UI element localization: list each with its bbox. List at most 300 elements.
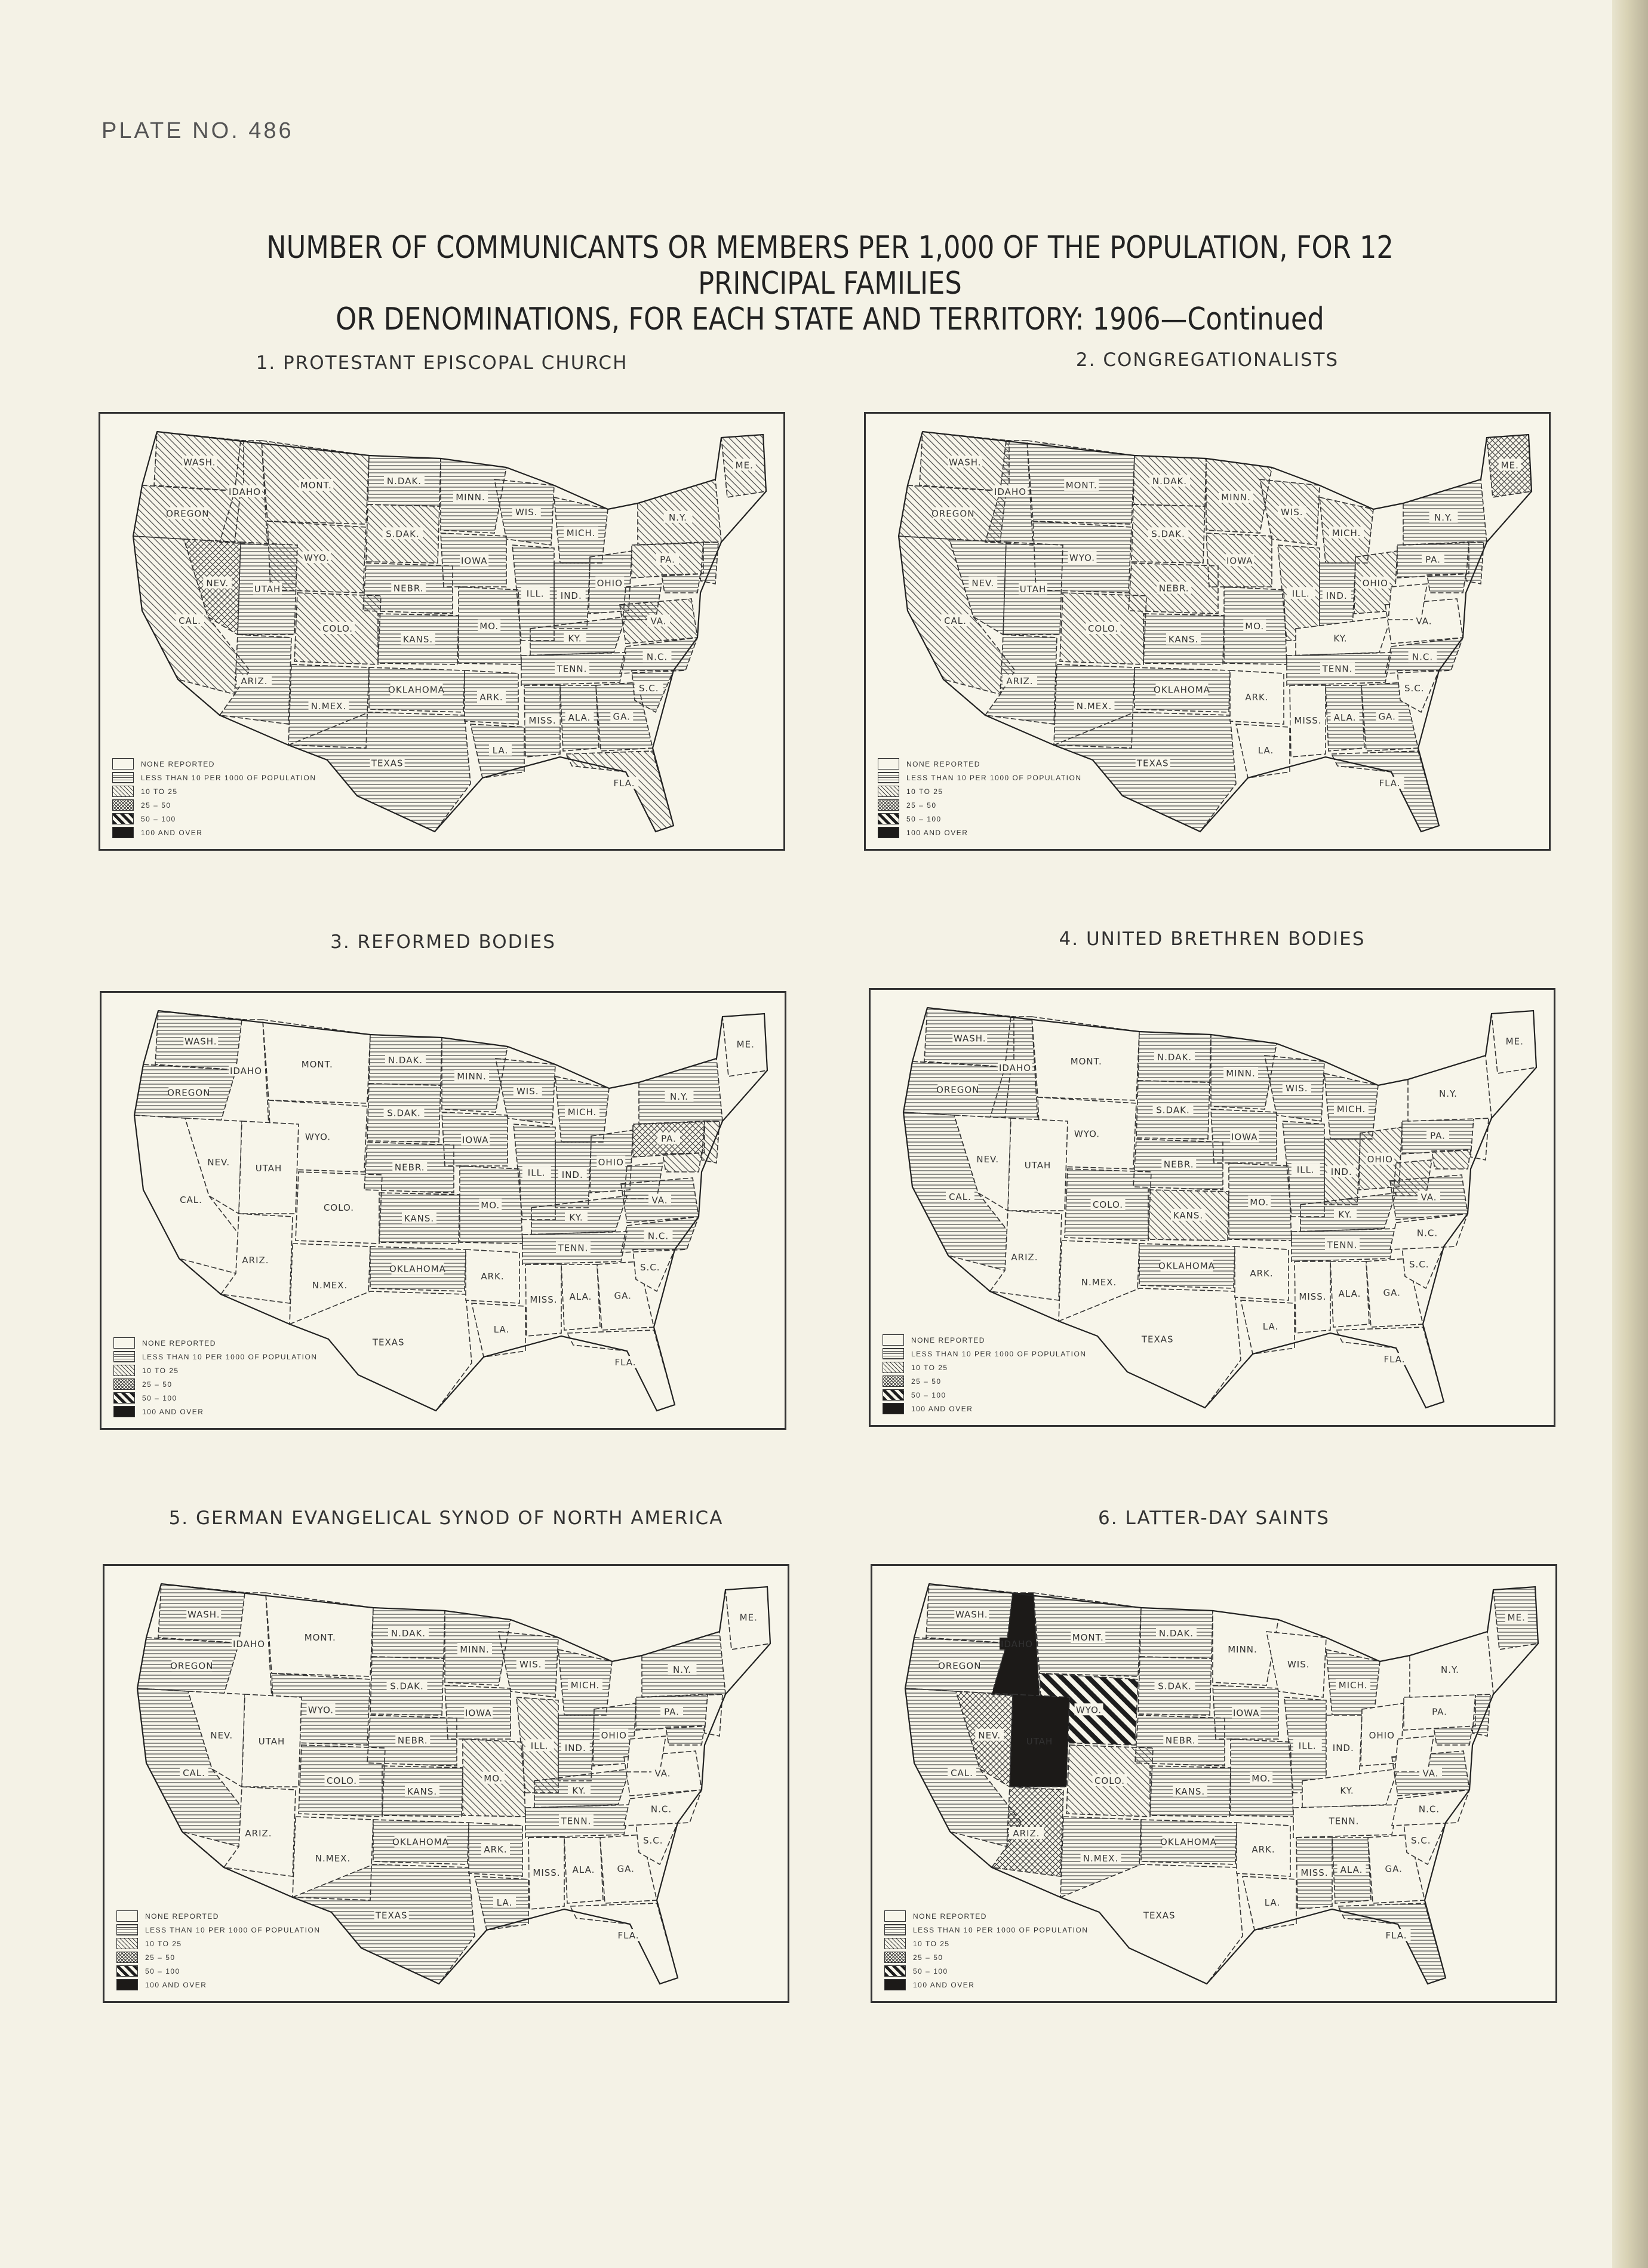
state-label: ARK. [1252,1844,1275,1855]
state-wva [623,584,662,620]
state-label: N.Y. [1434,512,1453,523]
state-label: MICH. [570,1680,600,1691]
map-panel-5 [103,1507,789,2012]
state-label: MISS. [1300,1867,1329,1878]
state-label: PA. [661,1133,677,1144]
state-label: ARIZ. [241,676,268,687]
legend-swatch [878,827,899,838]
state-label: N.C. [646,651,668,663]
state-label: TEXAS [1136,758,1169,769]
legend-label: NONE REPORTED [913,1912,987,1921]
state-label: MICH. [567,1107,597,1118]
state-label: IOWA [1231,1131,1258,1143]
legend-item [883,1388,1086,1402]
legend-label: NONE REPORTED [911,1335,985,1344]
legend-swatch [878,813,899,824]
state-label: KY. [568,633,582,644]
state-label: NEV. [976,1153,1000,1165]
legend-item [878,757,1081,771]
state-label: NEBR. [393,583,424,594]
state-label: KANS. [404,1213,435,1224]
legend-swatch [878,772,899,783]
state-label: IND. [1330,1167,1352,1177]
state-label: N.Y. [669,512,687,523]
state-label: IDAHO [998,1063,1032,1073]
legend-label: NONE REPORTED [142,1338,216,1347]
state-label: GA. [1385,1863,1403,1875]
state-label: VA. [654,1768,671,1779]
state-label: MINN. [457,1071,487,1082]
state-label: VA. [651,1195,668,1206]
state-label: N.DAK. [1157,1052,1192,1063]
legend-item [116,1978,320,1992]
state-label: GA. [613,711,631,722]
legend-item [112,798,316,812]
legend-label: 25 – 50 [145,1953,176,1962]
state-label: OREGON [936,1084,980,1095]
state-label: N.DAK. [1158,1628,1194,1639]
state-label: WASH. [183,457,216,468]
state-label: ALA. [569,1291,592,1302]
state-label: S.DAK. [387,1107,421,1119]
state-label: ARK. [481,1271,505,1282]
legend-label: 25 – 50 [142,1380,173,1389]
legend-label: LESS THAN 10 PER 1000 OF POPULATION [142,1352,318,1361]
state-label: LA. [493,1324,510,1335]
legend-swatch [113,1392,135,1404]
state-label: N.MEX. [310,701,347,712]
state-label: OKLAHOMA [388,684,445,696]
state-label: TENN. [1322,663,1353,675]
state-label: FLA. [1385,1930,1407,1941]
map-panel-2 [864,349,1551,854]
state-label: VA. [1422,1768,1439,1779]
state-md [662,574,700,593]
state-label: KANS. [407,1786,438,1797]
state-wva [1393,1160,1432,1196]
state-label: IOWA [460,555,488,567]
state-label: WIS. [1287,1659,1310,1670]
state-label: N.C. [1418,1804,1440,1815]
state-label: ARK. [1250,1268,1274,1279]
state-label: MO. [1250,1196,1269,1208]
state-label: N.Y. [670,1091,688,1102]
state-label: MO. [484,1772,503,1784]
state-label: IDAHO [232,1639,266,1650]
legend [112,757,316,839]
state-nj [1466,542,1484,584]
legend-swatch [884,1952,906,1963]
legend-swatch [113,1337,135,1349]
legend-swatch [116,1924,138,1935]
state-label: CAL. [949,1192,971,1203]
state-label: S.C. [1404,683,1425,694]
state-label: ALA. [1340,1864,1363,1875]
legend-item [878,812,1081,826]
legend-label: 50 – 100 [145,1967,180,1975]
state-label: WASH. [187,1609,220,1620]
legend-item [884,1937,1088,1950]
legend-item [116,1950,320,1964]
legend-item [884,1950,1088,1964]
legend-swatch [883,1334,904,1346]
state-label: NEV. [978,1730,1001,1741]
state-label: ME. [736,1039,755,1050]
legend-item [878,826,1081,839]
state-label: N.C. [1416,1227,1438,1239]
state-label: N.C. [1412,651,1434,663]
state-label: N.DAK. [386,476,422,487]
legend-swatch [112,813,134,824]
state-label: MINN. [1226,1068,1256,1079]
legend-label: 10 TO 25 [145,1939,182,1948]
legend-label: NONE REPORTED [145,1912,219,1921]
legend [116,1909,320,1992]
state-label: TENN. [1327,1239,1358,1251]
legend-swatch [884,1938,906,1949]
state-label: CAL. [183,1768,205,1779]
legend-swatch [112,758,134,770]
state-label: UTAH [255,1162,282,1174]
legend [113,1336,317,1418]
state-label: ME. [735,460,754,471]
legend-label: 50 – 100 [142,1393,177,1402]
state-label: CAL. [180,1195,202,1206]
state-label: ILL. [526,588,545,599]
legend [878,757,1081,839]
state-label: LA. [492,744,509,756]
state-label: LA. [1264,1897,1281,1908]
legend-item [116,1937,320,1950]
legend-item [112,757,316,771]
state-fla [566,751,674,832]
legend-item [884,1978,1088,1992]
state-label: IOWA [462,1134,489,1146]
state-label: ILL. [527,1167,546,1178]
legend-label: 25 – 50 [906,801,937,810]
state-label: WIS. [515,507,538,518]
state-label: MONT. [1065,480,1097,491]
state-label: PA. [1430,1130,1446,1141]
map-frame [871,1564,1557,2003]
state-label: N.MEX. [1083,1853,1119,1864]
legend-swatch [884,1965,906,1977]
state-label: S.DAK. [390,1681,424,1692]
state-wva [624,1163,663,1199]
legend-swatch [883,1389,904,1401]
state-label: N.Y. [673,1664,691,1675]
map-frame [869,988,1555,1427]
legend-item [112,784,316,798]
legend-item [883,1347,1086,1361]
legend [883,1333,1086,1415]
state-label: UTAH [1019,583,1047,595]
map-panel-6 [871,1507,1557,2012]
state-nj [1472,1694,1490,1736]
state-label: IND. [1326,590,1348,601]
state-label: MO. [1252,1772,1271,1784]
state-label: IOWA [465,1707,492,1719]
state-label: KY. [569,1212,583,1223]
title-line-2: OR DENOMINATIONS, FOR EACH STATE AND TERRITORY: 1906—Continued [336,301,1324,337]
state-label: OKLAHOMA [389,1263,446,1275]
legend-item [884,1964,1088,1978]
state-fla [1338,1903,1446,1984]
legend-swatch [884,1979,906,1990]
state-label: NEV. [206,577,229,589]
legend-item [112,826,316,839]
state-label: FLA. [617,1930,639,1941]
state-label: CAL. [179,616,201,627]
state-label: LA. [1257,744,1274,756]
state-label: OHIO [597,577,623,589]
state-label: ILL. [1298,1740,1317,1752]
legend-swatch [116,1965,138,1977]
state-label: MISS. [1294,715,1322,726]
state-label: FLA. [614,1357,637,1368]
state-label: WYO. [305,1131,331,1143]
state-label: WASH. [948,457,982,468]
plate-number: PLATE NO. 486 [102,118,294,143]
state-label: IND. [560,590,582,601]
state-md [1427,574,1466,593]
state-label: NEBR. [1158,583,1189,594]
legend-swatch [884,1910,906,1922]
state-label: GA. [617,1863,635,1875]
legend [884,1909,1088,1992]
state-label: OHIO [598,1156,624,1168]
legend-item [113,1350,317,1364]
state-fla [1332,751,1439,832]
legend-swatch [116,1910,138,1922]
state-label: ALA. [568,712,591,723]
state-label: TENN. [561,1815,592,1827]
state-label: TENN. [556,663,588,675]
state-label: NEBR. [394,1162,425,1173]
map-title: 3. REFORMED BODIES [330,931,556,953]
state-label: KANS. [1173,1210,1204,1221]
legend-label: 25 – 50 [913,1953,943,1962]
legend-label: 25 – 50 [141,801,171,810]
state-label: KANS. [1168,633,1199,645]
state-label: ILL. [1296,1164,1315,1175]
state-label: WYO. [303,552,330,564]
state-label: MICH. [1336,1104,1366,1115]
legend-item [878,784,1081,798]
state-label: CAL. [944,616,967,627]
legend-label: 50 – 100 [906,814,942,823]
legend-label: 10 TO 25 [906,787,943,796]
state-label: ARIZ. [1011,1252,1038,1263]
state-label: N.MEX. [1076,701,1112,712]
legend-swatch [112,799,134,811]
state-label: UTAH [1024,1159,1051,1171]
state-label: UTAH [1026,1735,1053,1747]
state-md [666,1726,705,1745]
state-label: N.MEX. [312,1280,348,1291]
state-nj [1471,1118,1489,1160]
state-label: S.DAK. [1151,528,1185,540]
state-label: OKLAHOMA [1154,684,1210,696]
map-panel-1 [99,352,785,857]
state-label: FLA. [1379,778,1401,789]
state-label: KANS. [402,633,433,645]
state-label: GA. [1378,711,1396,722]
state-label: WYO. [1075,1704,1102,1716]
state-label: MICH. [1332,528,1361,538]
state-label: S.DAK. [1156,1104,1190,1116]
state-label: OHIO [601,1730,627,1741]
state-label: N.MEX. [1081,1277,1117,1288]
state-label: OREGON [167,1087,211,1098]
legend-item [113,1336,317,1350]
state-label: NEBR. [397,1735,428,1746]
state-label: WASH. [184,1036,217,1047]
state-label: GA. [1383,1287,1401,1298]
legend-label: NONE REPORTED [906,759,980,768]
state-md [1432,1150,1471,1169]
legend-label: LESS THAN 10 PER 1000 OF POPULATION [906,773,1082,782]
state-label: UTAH [254,583,281,595]
state-label: IDAHO [994,487,1027,497]
state-label: OREGON [166,508,210,519]
map-frame [103,1564,789,2003]
legend-item [883,1333,1086,1347]
state-label: IDAHO [228,487,262,497]
legend-label: 100 AND OVER [141,828,203,837]
state-label: PA. [1432,1706,1447,1718]
legend-item [113,1391,317,1405]
state-label: IND. [561,1170,583,1180]
legend-label: 100 AND OVER [911,1404,973,1413]
state-md [663,1153,702,1172]
state-label: CAL. [951,1768,973,1779]
state-label: ARIZ. [1013,1828,1040,1839]
state-label: PA. [1425,554,1441,565]
state-label: N.C. [647,1230,669,1242]
state-label: ALA. [1333,712,1357,723]
map-panel-4 [869,928,1555,1433]
legend-item [883,1361,1086,1374]
state-label: WIS. [1285,1083,1308,1094]
state-label: OHIO [1369,1730,1395,1741]
state-label: MICH. [1338,1680,1368,1691]
state-label: COLO. [322,623,353,634]
state-label: WIS. [1280,507,1303,518]
legend-item [113,1377,317,1391]
title-line-1: NUMBER OF COMMUNICANTS OR MEMBERS PER 1,000 OF THE POPULATION, FOR 12 PRINCIPAL FAMILIES [266,230,1394,301]
state-label: N.Y. [1439,1088,1458,1099]
state-label: S.C. [639,1262,660,1273]
legend-label: 100 AND OVER [145,1980,207,1989]
legend-swatch [883,1403,904,1414]
state-label: MISS. [528,715,556,726]
state-label: KY. [1338,1209,1352,1220]
map-frame [100,991,786,1430]
state-label: NEBR. [1165,1735,1196,1746]
legend-item [116,1909,320,1923]
state-label: FLA. [613,778,635,789]
state-label: MONT. [301,1059,333,1070]
legend-label: LESS THAN 10 PER 1000 OF POPULATION [141,773,316,782]
state-label: GA. [614,1290,632,1301]
state-fla [567,1330,675,1411]
legend-label: 100 AND OVER [913,1980,975,1989]
state-label: TEXAS [371,758,404,769]
state-wva [1388,584,1427,620]
state-label: KY. [1340,1785,1354,1796]
state-label: COLO. [1094,1775,1126,1786]
legend-swatch [883,1362,904,1373]
state-label: MONT. [304,1632,336,1643]
state-fla [1336,1327,1444,1408]
state-label: NEV. [210,1730,233,1741]
state-label: TEXAS [1141,1334,1174,1345]
map-title: 6. LATTER-DAY SAINTS [1098,1507,1330,1529]
state-label: WASH. [953,1033,986,1044]
legend-label: LESS THAN 10 PER 1000 OF POPULATION [913,1925,1089,1934]
state-label: UTAH [258,1735,285,1747]
map-title: 2. CONGREGATIONALISTS [1075,349,1339,371]
state-label: IND. [1332,1743,1354,1753]
state-label: ARIZ. [1006,676,1034,687]
state-label: N.DAK. [391,1628,426,1639]
legend-swatch [883,1348,904,1359]
legend-item [112,771,316,784]
legend-item [884,1909,1088,1923]
state-label: KY. [572,1785,586,1796]
state-label: WYO. [1074,1128,1100,1140]
state-label: MINN. [1221,492,1251,503]
legend-item [116,1964,320,1978]
state-label: IOWA [1232,1707,1260,1719]
state-label: VA. [650,616,667,627]
legend-swatch [878,786,899,797]
page-edge [1612,0,1648,2268]
state-nj [705,1694,722,1736]
state-label: ARK. [1245,692,1269,703]
state-label: ME. [1507,1612,1526,1623]
page-title [198,230,1462,337]
state-label: OREGON [170,1660,214,1672]
state-label: NEV. [207,1156,230,1168]
state-label: COLO. [1087,623,1119,634]
state-label: MISS. [1299,1291,1327,1302]
legend-swatch [112,772,134,783]
state-label: COLO. [326,1775,358,1786]
legend-label: 25 – 50 [911,1377,942,1386]
state-wva [627,1736,666,1772]
legend-label: 10 TO 25 [141,787,178,796]
legend-swatch [116,1979,138,1990]
state-label: MISS. [533,1867,561,1878]
state-label: MO. [1245,620,1265,632]
state-label: OKLAHOMA [392,1836,449,1848]
state-label: MONT. [1072,1632,1104,1643]
state-label: NEBR. [1163,1159,1194,1170]
state-fla [570,1903,678,1984]
legend-item [883,1374,1086,1388]
state-label: IOWA [1226,555,1253,567]
legend-item [878,771,1081,784]
legend-swatch [112,786,134,797]
map-title: 5. GERMAN EVANGELICAL SYNOD OF NORTH AMERICA [168,1507,724,1529]
state-label: S.C. [638,683,659,694]
state-label: MISS. [530,1294,558,1305]
state-label: OKLAHOMA [1160,1836,1217,1848]
state-label: MONT. [300,480,332,491]
legend-label: 100 AND OVER [906,828,968,837]
